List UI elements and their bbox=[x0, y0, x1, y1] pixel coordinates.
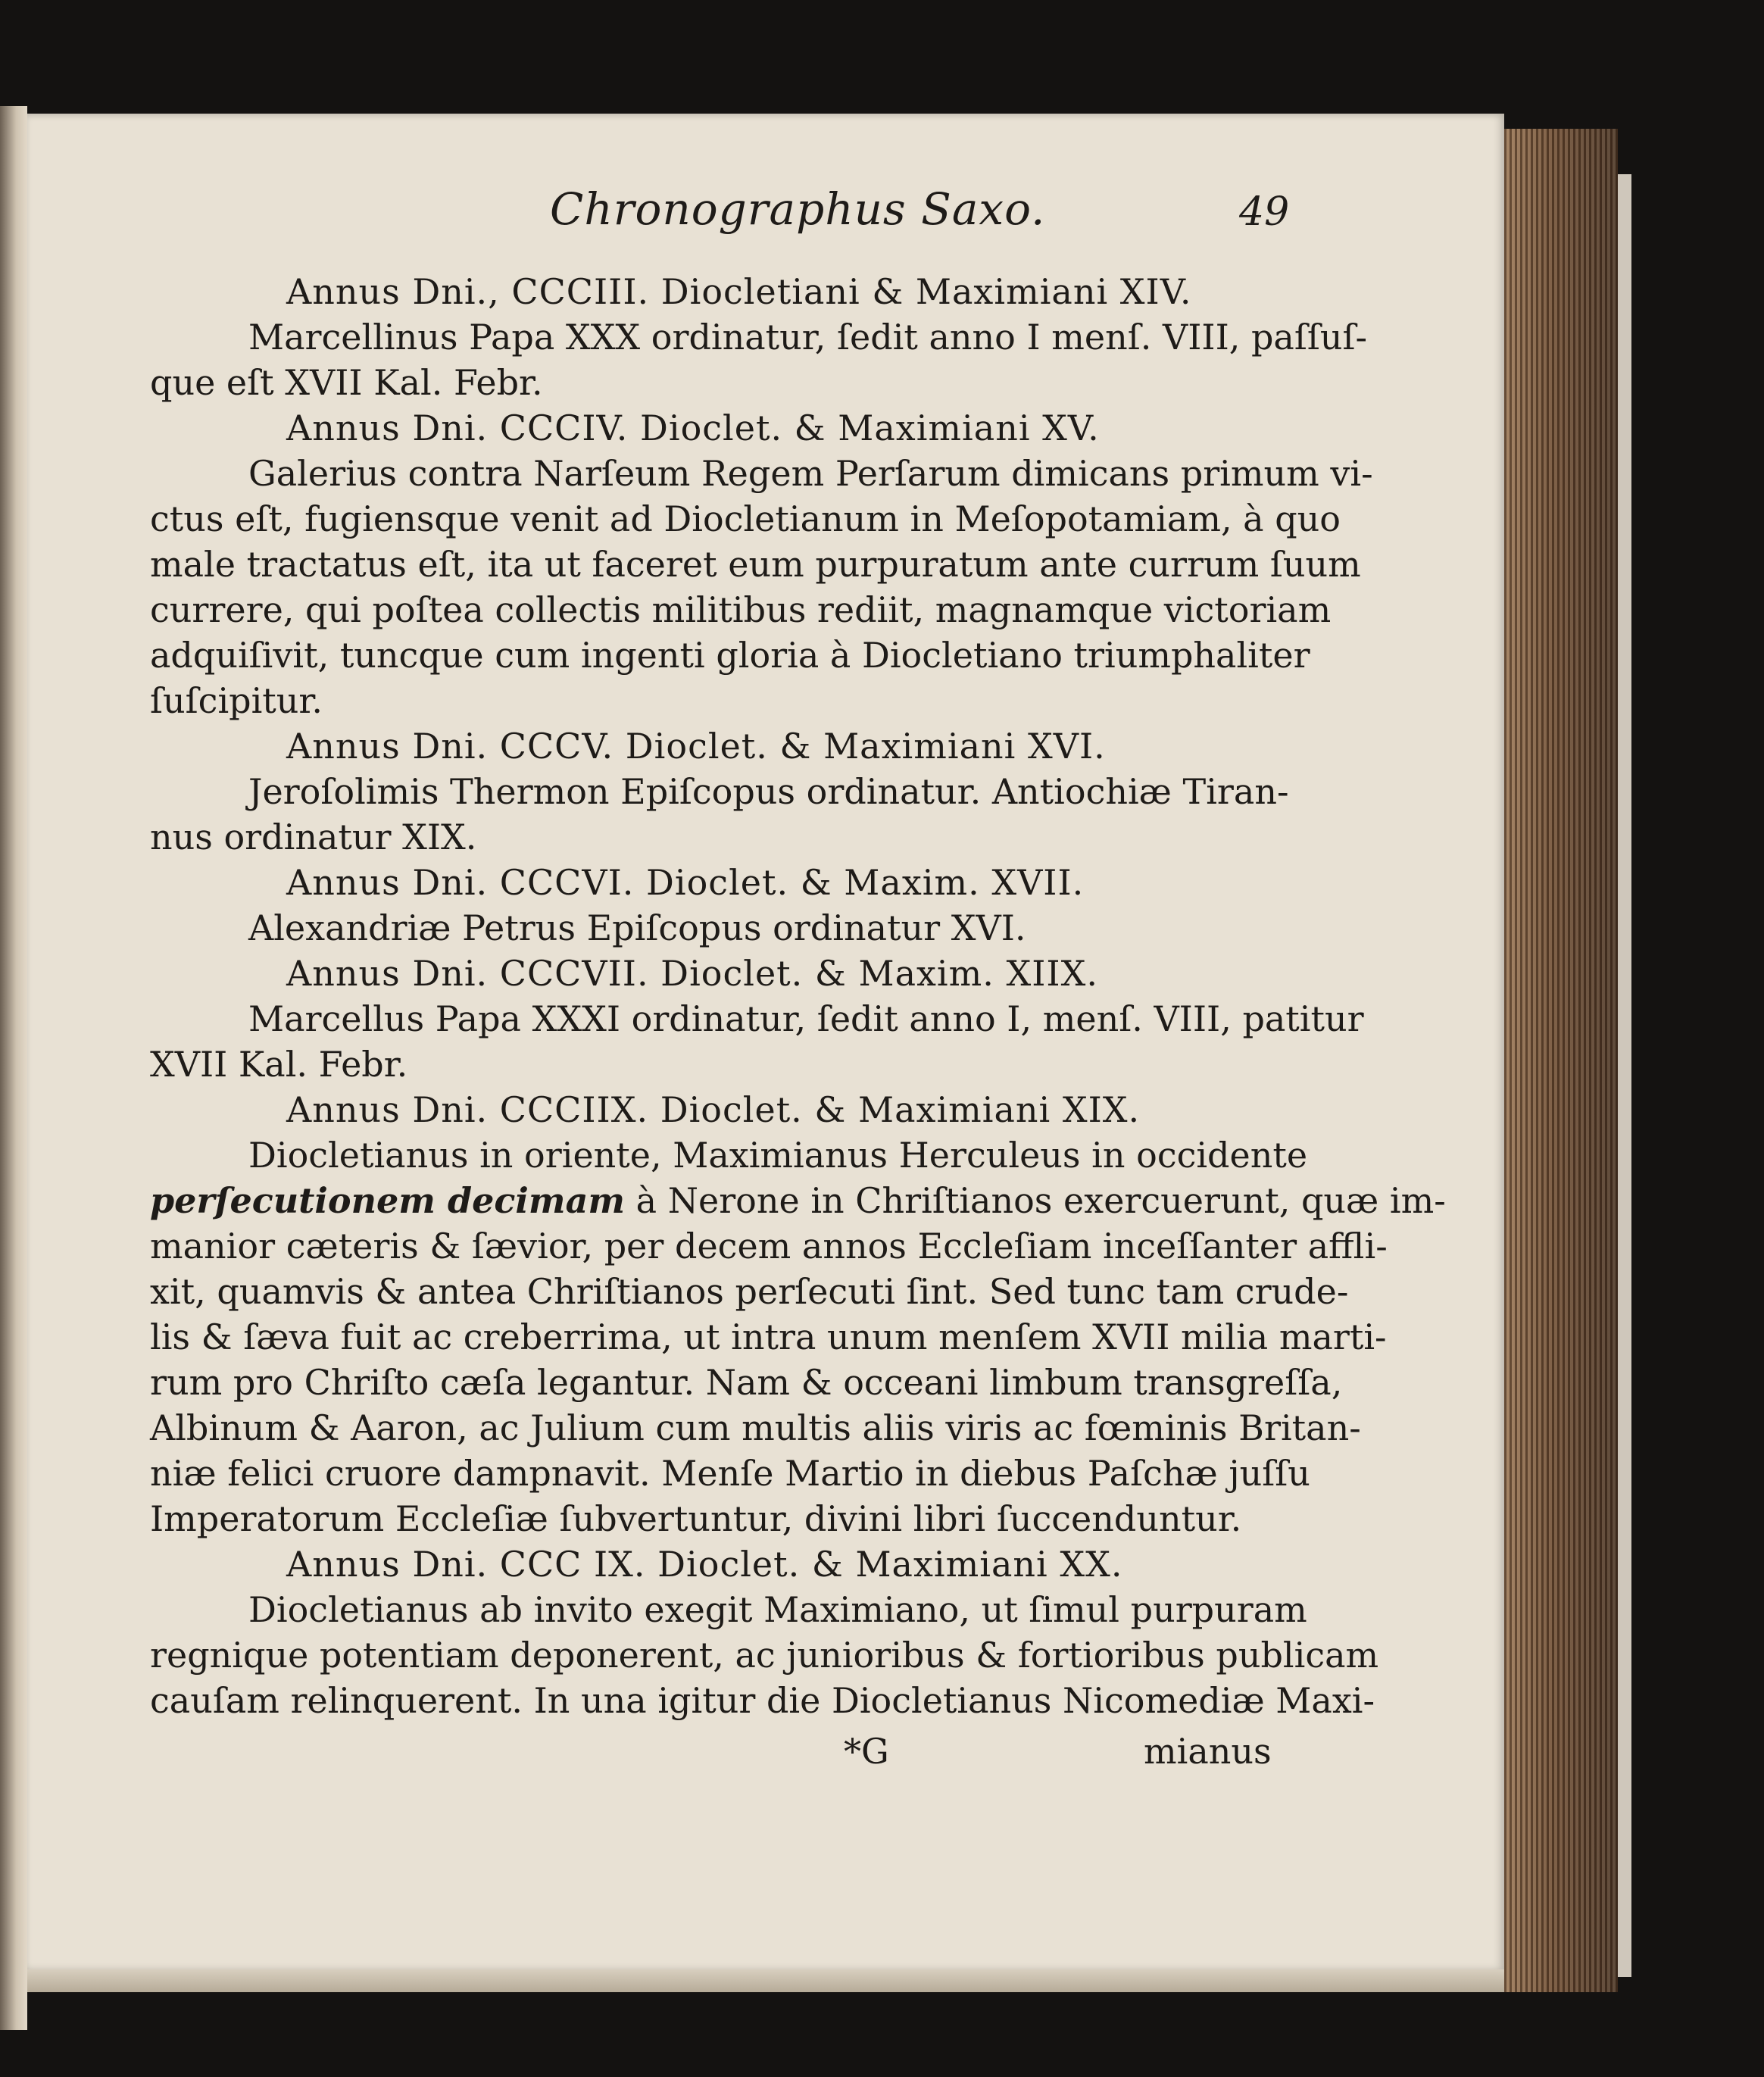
italic-phrase: perſecutionem decimam bbox=[150, 1180, 626, 1221]
text-line: Marcellus Papa XXXI ordinatur, ſedit anno I, menſ. VIII, patitur bbox=[248, 998, 1364, 1039]
year-heading: Annus Dni. CCCIV. Dioclet. & Maximiani XV. bbox=[286, 408, 1100, 448]
text-line: currere, qui poſtea collectis militibus rediit, magnamque victoriam bbox=[150, 589, 1332, 630]
book-left-edge bbox=[0, 106, 27, 2030]
text-line: manior cæteris & ſævior, per decem annos Eccleſiam inceſſanter affli- bbox=[150, 1226, 1388, 1267]
text-line: male tractatus eſt, ita ut faceret eum purpuratum ante currum ſuum bbox=[150, 544, 1361, 585]
page-footer bbox=[27, 1731, 1504, 1776]
text-line: Albinum & Aaron, ac Julium cum multis aliis viris ac fœminis Britan- bbox=[150, 1407, 1361, 1448]
text-line: rum pro Chriſto cæſa legantur. Nam & occeani limbum transgreſſa, bbox=[150, 1362, 1343, 1403]
text-line: nus ordinatur XIX. bbox=[150, 817, 477, 857]
page-number: 49 bbox=[1239, 189, 1290, 235]
text-line: niæ felici cruore dampnavit. Menſe Martio in diebus Paſchæ juſſu bbox=[150, 1453, 1310, 1494]
text-line: ctus eſt, fugiensque venit ad Diocletianum in Meſopotamiam, à quo bbox=[150, 498, 1341, 539]
catchword: mianus bbox=[1144, 1731, 1272, 1772]
book-cover-edge bbox=[1618, 174, 1631, 1977]
page-header bbox=[27, 183, 1504, 259]
year-heading: Annus Dni. CCCVII. Dioclet. & Maxim. XIIX. bbox=[286, 953, 1098, 994]
text-line: Imperatorum Eccleſiæ ſubvertuntur, divini libri ſuccenduntur. bbox=[150, 1498, 1242, 1539]
year-heading: Annus Dni. CCCVI. Dioclet. & Maxim. XVII. bbox=[286, 862, 1085, 903]
year-heading: Annus Dni. CCC IX. Dioclet. & Maximiani XX. bbox=[286, 1544, 1123, 1585]
line-text: à Nerone in Chriſtianos exercuerunt, quæ im- bbox=[625, 1180, 1446, 1221]
text-line: ſuſcipitur. bbox=[150, 680, 323, 721]
text-block bbox=[150, 269, 1446, 1723]
text-line: Jeroſolimis Thermon Epiſcopus ordinatur. Antiochiæ Tiran- bbox=[248, 771, 1289, 812]
text-line: xit, quamvis & antea Chriſtianos perſecuti ſint. Sed tunc tam crude- bbox=[150, 1271, 1349, 1312]
text-line: XVII Kal. Febr. bbox=[150, 1044, 408, 1085]
text-line: Diocletianus ab invito exegit Maximiano, ut ſimul purpuram bbox=[248, 1589, 1307, 1630]
year-heading: Annus Dni. CCCV. Dioclet. & Maximiani XVI. bbox=[286, 726, 1106, 767]
running-title: Chronographus Saxo. bbox=[550, 183, 1046, 235]
text-line: Marcellinus Papa XXX ordinatur, ſedit anno I menſ. VIII, paſſuſ- bbox=[248, 317, 1368, 358]
text-line: regnique potentiam deponerent, ac junioribus & fortioribus publicam bbox=[150, 1635, 1379, 1676]
book-fore-edge bbox=[1504, 129, 1618, 1992]
text-line: lis & ſæva fuit ac creberrima, ut intra unum menſem XVII milia marti- bbox=[150, 1316, 1387, 1357]
text-line: cauſam relinquerent. In una igitur die Diocletianus Nicomediæ Maxi- bbox=[150, 1680, 1375, 1721]
text-line bbox=[150, 1178, 1446, 1223]
page-bottom-edge bbox=[27, 1969, 1504, 1992]
text-line: que eſt XVII Kal. Febr. bbox=[150, 362, 543, 403]
year-heading: Annus Dni., CCCIII. Diocletiani & Maximiani XIV. bbox=[286, 271, 1192, 312]
year-heading: Annus Dni. CCCIIX. Dioclet. & Maximiani XIX. bbox=[286, 1089, 1141, 1130]
text-line: Alexandriæ Petrus Epiſcopus ordinatur XVI. bbox=[248, 907, 1026, 948]
text-line: Diocletianus in oriente, Maximianus Herculeus in occidente bbox=[248, 1135, 1308, 1176]
text-line: adquiſivit, tuncque cum ingenti gloria à Diocletiano triumphaliter bbox=[150, 635, 1310, 676]
signature-mark: *G bbox=[844, 1731, 889, 1772]
text-line: Galerius contra Narſeum Regem Perſarum dimicans primum vi- bbox=[248, 453, 1373, 494]
